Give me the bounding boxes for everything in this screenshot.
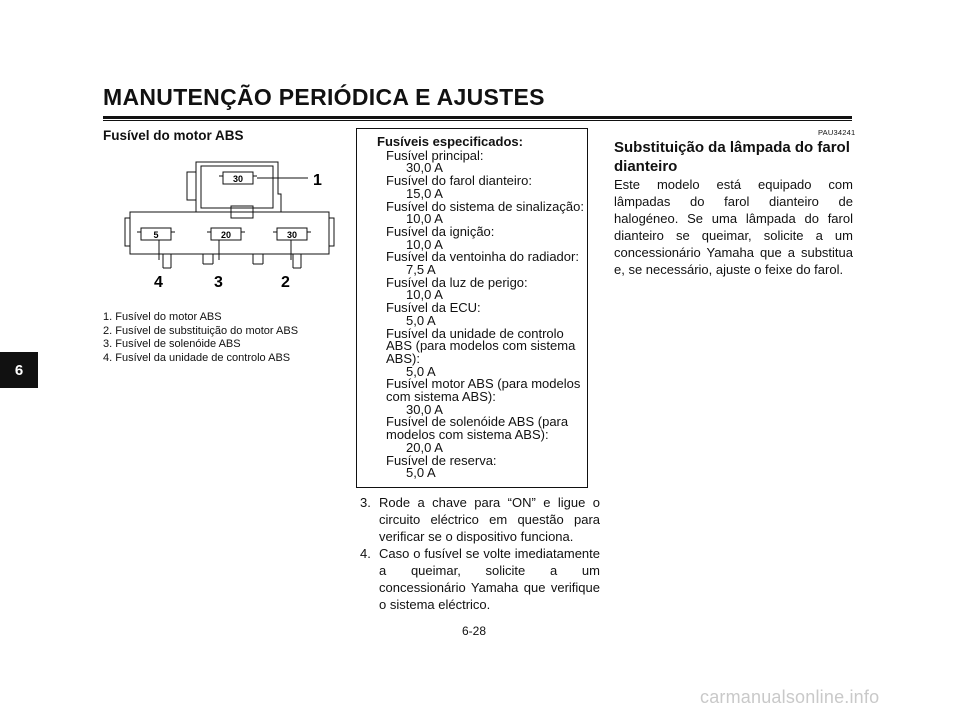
instruction-steps: [360, 494, 600, 613]
spec-fuse-name: Fusível motor ABS (para modelos com sistema ABS):: [386, 376, 581, 405]
fuse-label-4: 5: [153, 230, 159, 240]
abs-fuse-diagram: [103, 150, 343, 300]
page-number: 6-28: [462, 624, 487, 638]
spec-fuse-value: 10,0 A: [406, 236, 443, 252]
spec-fuse-value: 5,0 A: [406, 465, 436, 481]
spec-fuse-name: Fusível da ventoinha do radiador:: [386, 249, 579, 265]
spec-fuse-value: 5,0 A: [406, 363, 436, 379]
spec-fuse-value: 10,0 A: [406, 211, 443, 227]
spec-fuse-name: Fusível principal:: [386, 147, 484, 163]
fuse-label-3: 20: [220, 230, 232, 240]
section-code: PAU34241: [818, 128, 856, 137]
spec-heading: Fusíveis especificados:: [377, 134, 523, 149]
specified-fuses-box: [356, 128, 588, 488]
callout-3: 3: [214, 274, 223, 291]
caption-item: 1. Fusível do motor ABS: [103, 311, 222, 323]
section-title-abs-fuse: Fusível do motor ABS: [103, 128, 244, 143]
spec-fuse-name: Fusível do sistema de sinalização:: [386, 198, 584, 214]
step-item: [360, 494, 600, 545]
step-text: Rode a chave para “ON” e ligue o circuito eléctrico em questão para verificar se o dispositivo funciona.: [379, 495, 600, 544]
caption-item: 4. Fusível da unidade de controlo ABS: [103, 351, 291, 364]
spec-fuse-name: Fusível do farol dianteiro:: [386, 173, 532, 189]
spec-fuse-name: Fusível de reserva:: [386, 452, 497, 468]
spec-fuse-value: 30,0 A: [406, 401, 443, 417]
caption-item: 3. Fusível de solenóide ABS: [103, 338, 241, 350]
spec-fuse-name: Fusível da unidade de controlo ABS (para modelos com sistema ABS):: [386, 325, 576, 366]
spec-fuse-value: 30,0 A: [406, 160, 443, 176]
step-item: [360, 545, 600, 613]
spec-fuse-value: 10,0 A: [406, 287, 443, 303]
spec-fuse-name: Fusível de solenóide ABS (para modelos com sistema ABS):: [386, 414, 569, 443]
section-body-headlight: Este modelo está equipado com lâmpadas do farol dianteiro de halogéneo. Se uma lâmpada do farol dianteiro se queimar, solicite a um concessionário Yamaha que a substitua e, se necessário, ajuste o feixe do farol.: [614, 177, 853, 277]
step-text: Caso o fusível se volte imediatamente a queimar, solicite a um concessionário Yamaha que verifique o sistema eléctrico.: [379, 546, 600, 612]
step-number: 4.: [360, 546, 371, 561]
callout-4: 4: [154, 274, 163, 291]
spec-fuse-value: 15,0 A: [406, 185, 443, 201]
header-rule-thin: [103, 120, 852, 121]
spec-fuse-value: 5,0 A: [406, 312, 436, 328]
spec-fuse-name: Fusível da luz de perigo:: [386, 274, 528, 290]
step-number: 3.: [360, 495, 371, 510]
spec-list: [368, 147, 587, 481]
figure-captions: [103, 311, 298, 365]
spec-fuse-name: Fusível da ECU:: [386, 300, 481, 316]
chapter-tab: 6: [0, 352, 38, 388]
watermark: carmanualsonline.info: [700, 687, 880, 707]
caption-item: 2. Fusível de substituição do motor ABS: [103, 324, 299, 337]
fuse-label-1: 30: [232, 174, 244, 184]
callout-2: 2: [281, 274, 290, 291]
section-title-headlight: Substituição da lâmpada do farol dianteiro: [614, 139, 850, 175]
fuse-label-2: 30: [286, 230, 298, 240]
callout-1: 1: [313, 172, 322, 189]
page-title: MANUTENÇÃO PERIÓDICA E AJUSTES: [103, 84, 545, 110]
spec-fuse-name: Fusível da ignição:: [386, 223, 495, 239]
header-rule: [103, 116, 852, 119]
fuse-box-illustration: [103, 150, 343, 300]
spec-fuse-value: 20,0 A: [406, 439, 443, 455]
spec-fuse-value: 7,5 A: [406, 262, 436, 278]
